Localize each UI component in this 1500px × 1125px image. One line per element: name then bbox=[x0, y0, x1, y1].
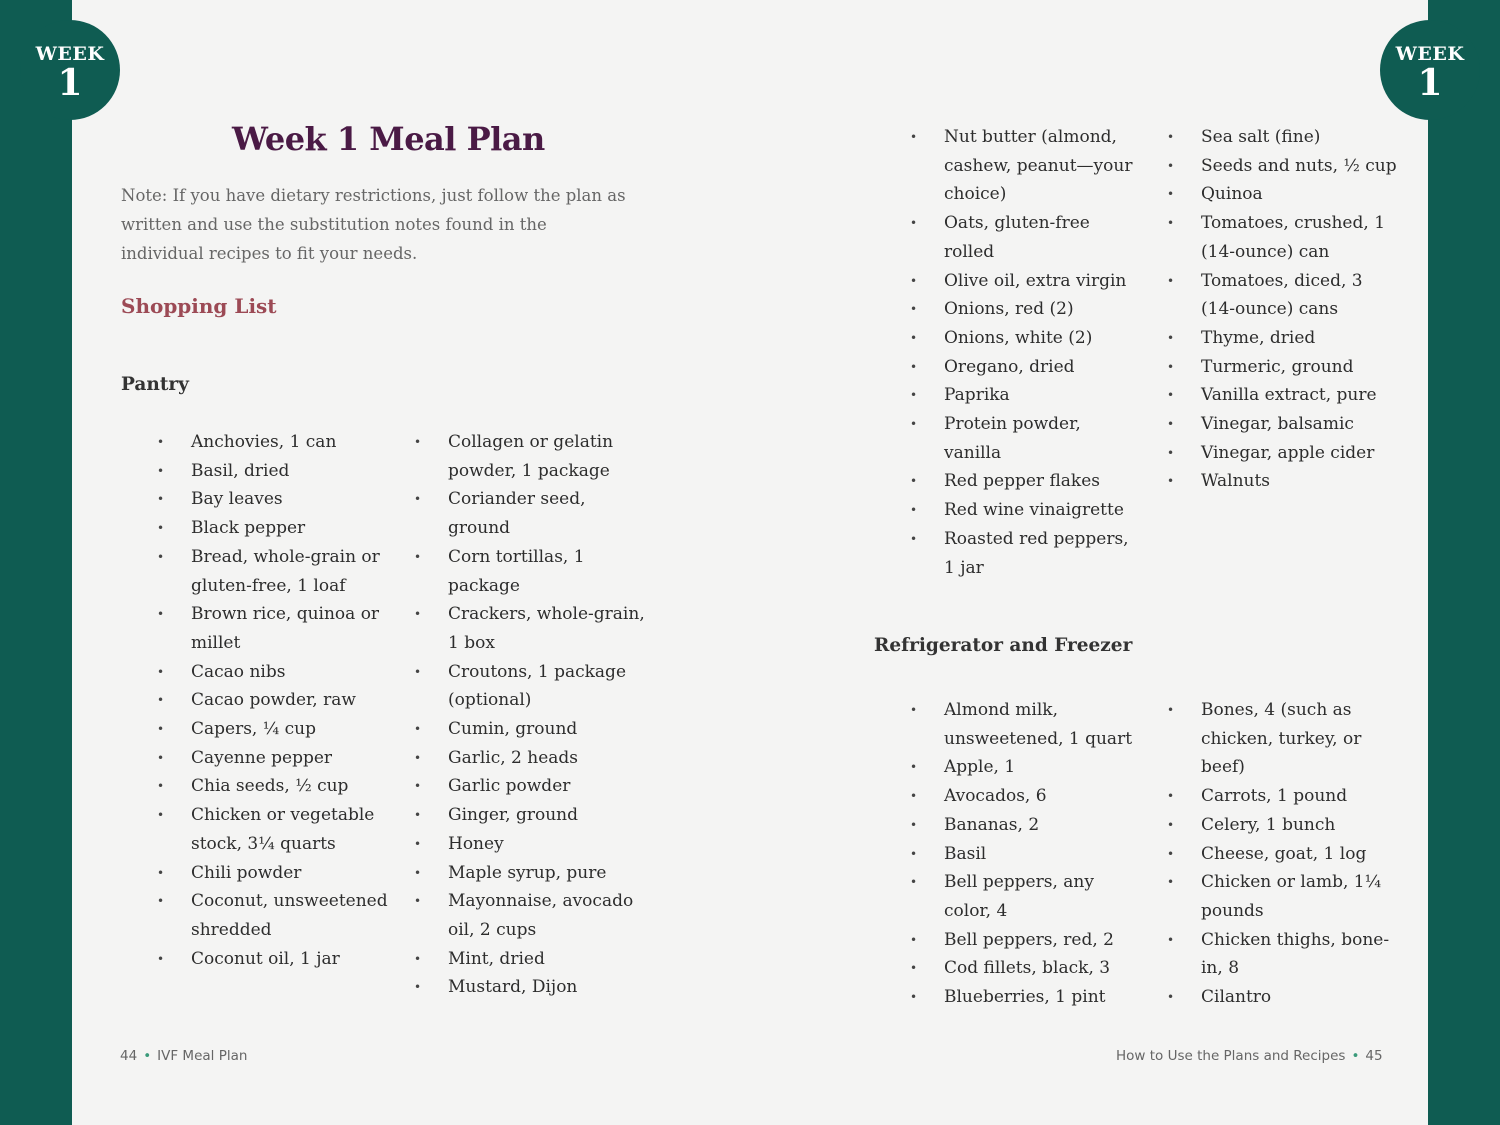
list-item: • Black pepper bbox=[157, 514, 389, 543]
list-item: • Capers, ¼ cup bbox=[157, 715, 389, 744]
list-item: • Oregano, dried bbox=[910, 353, 1142, 382]
list-item: • Honey bbox=[414, 830, 646, 859]
list-item: • Vanilla extract, pure bbox=[1167, 381, 1399, 410]
list-item: • Carrots, 1 pound bbox=[1167, 782, 1399, 811]
list-item: • Cod fillets, black, 3 bbox=[910, 954, 1142, 983]
list-item: • Blueberries, 1 pint bbox=[910, 983, 1142, 1012]
list-item: • Chicken or vegetable stock, 3¼ quarts bbox=[157, 801, 389, 858]
pantry-list-col3 bbox=[910, 123, 1142, 582]
list-item: • Avocados, 6 bbox=[910, 782, 1142, 811]
list-item: • Tomatoes, diced, 3 (14-ounce) cans bbox=[1167, 267, 1399, 324]
list-item: • Basil, dried bbox=[157, 457, 389, 486]
shopping-list-heading: Shopping List bbox=[121, 294, 277, 318]
footer-right bbox=[1116, 1048, 1383, 1064]
week-tab-label: WEEK bbox=[1395, 43, 1465, 65]
list-item: • Vinegar, apple cider bbox=[1167, 439, 1399, 468]
list-item: • Garlic, 2 heads bbox=[414, 744, 646, 773]
list-item: • Coconut, unsweetened shredded bbox=[157, 887, 389, 944]
list-item: • Chicken or lamb, 1¼ pounds bbox=[1167, 868, 1399, 925]
list-item: • Olive oil, extra virgin bbox=[910, 267, 1142, 296]
list-item: • Anchovies, 1 can bbox=[157, 428, 389, 457]
list-item: • Quinoa bbox=[1167, 180, 1399, 209]
list-item: • Red wine vinaigrette bbox=[910, 496, 1142, 525]
list-item: • Coriander seed, ground bbox=[414, 485, 646, 542]
footer-dot: • bbox=[143, 1048, 152, 1064]
list-item: • Basil bbox=[910, 840, 1142, 869]
list-item: • Crackers, whole-grain, 1 box bbox=[414, 600, 646, 657]
pantry-heading: Pantry bbox=[121, 374, 189, 395]
pantry-list-col2 bbox=[414, 428, 646, 1002]
list-item: • Paprika bbox=[910, 381, 1142, 410]
list-item: • Tomatoes, crushed, 1 (14-ounce) can bbox=[1167, 209, 1399, 266]
page-title: Week 1 Meal Plan bbox=[232, 120, 545, 158]
fridge-heading: Refrigerator and Freezer bbox=[874, 635, 1133, 656]
fridge-list-col2 bbox=[1167, 696, 1399, 1012]
footer-dot: • bbox=[1351, 1048, 1360, 1064]
list-item: • Bananas, 2 bbox=[910, 811, 1142, 840]
footer-left bbox=[120, 1048, 247, 1064]
list-item: • Corn tortillas, 1 package bbox=[414, 543, 646, 600]
list-item: • Thyme, dried bbox=[1167, 324, 1399, 353]
list-item: • Ginger, ground bbox=[414, 801, 646, 830]
list-item: • Bones, 4 (such as chicken, turkey, or beef) bbox=[1167, 696, 1399, 782]
week-tab-number: 1 bbox=[57, 62, 83, 104]
list-item: • Celery, 1 bunch bbox=[1167, 811, 1399, 840]
list-item: • Cacao powder, raw bbox=[157, 686, 389, 715]
week-tab-left bbox=[20, 20, 120, 120]
list-item: • Chia seeds, ½ cup bbox=[157, 772, 389, 801]
list-item: • Bay leaves bbox=[157, 485, 389, 514]
list-item: • Cacao nibs bbox=[157, 658, 389, 687]
list-item: • Turmeric, ground bbox=[1167, 353, 1399, 382]
week-tab-label: WEEK bbox=[35, 43, 105, 65]
list-item: • Walnuts bbox=[1167, 467, 1399, 496]
list-item: • Roasted red peppers, 1 jar bbox=[910, 525, 1142, 582]
fridge-list-col1 bbox=[910, 696, 1142, 1012]
list-item: • Bread, whole-grain or gluten-free, 1 loaf bbox=[157, 543, 389, 600]
list-item: • Mayonnaise, avocado oil, 2 cups bbox=[414, 887, 646, 944]
list-item: • Mint, dried bbox=[414, 945, 646, 974]
list-item: • Chicken thighs, bone-in, 8 bbox=[1167, 926, 1399, 983]
week-tab-right bbox=[1380, 20, 1480, 120]
pantry-list-col1 bbox=[157, 428, 389, 973]
list-item: • Brown rice, quinoa or millet bbox=[157, 600, 389, 657]
list-item: • Red pepper flakes bbox=[910, 467, 1142, 496]
list-item: • Cilantro bbox=[1167, 983, 1399, 1012]
list-item: • Protein powder, vanilla bbox=[910, 410, 1142, 467]
page-number-left: 44 bbox=[120, 1048, 138, 1064]
list-item: • Vinegar, balsamic bbox=[1167, 410, 1399, 439]
list-item: • Mustard, Dijon bbox=[414, 973, 646, 1002]
list-item: • Croutons, 1 package (optional) bbox=[414, 658, 646, 715]
list-item: • Cumin, ground bbox=[414, 715, 646, 744]
list-item: • Almond milk, unsweetened, 1 quart bbox=[910, 696, 1142, 753]
list-item: • Nut butter (almond, cashew, peanut—your choice) bbox=[910, 123, 1142, 209]
week-tab-number: 1 bbox=[1417, 62, 1443, 104]
list-item: • Cheese, goat, 1 log bbox=[1167, 840, 1399, 869]
dietary-note: Note: If you have dietary restrictions, just follow the plan as written and use the substitution notes found in the individual recipes to fit your needs. bbox=[121, 186, 626, 263]
list-item: • Oats, gluten-free rolled bbox=[910, 209, 1142, 266]
list-item: • Seeds and nuts, ½ cup bbox=[1167, 152, 1399, 181]
list-item: • Maple syrup, pure bbox=[414, 859, 646, 888]
list-item: • Sea salt (fine) bbox=[1167, 123, 1399, 152]
right-page-edge bbox=[1428, 0, 1500, 1125]
footer-left-title: IVF Meal Plan bbox=[157, 1048, 248, 1064]
list-item: • Onions, white (2) bbox=[910, 324, 1142, 353]
page-number-right: 45 bbox=[1365, 1048, 1383, 1064]
list-item: • Garlic powder bbox=[414, 772, 646, 801]
list-item: • Chili powder bbox=[157, 859, 389, 888]
footer-right-title: How to Use the Plans and Recipes bbox=[1116, 1048, 1346, 1064]
pantry-list-col4 bbox=[1167, 123, 1399, 496]
list-item: • Collagen or gelatin powder, 1 package bbox=[414, 428, 646, 485]
left-page-edge bbox=[0, 0, 72, 1125]
list-item: • Onions, red (2) bbox=[910, 295, 1142, 324]
list-item: • Apple, 1 bbox=[910, 753, 1142, 782]
list-item: • Coconut oil, 1 jar bbox=[157, 945, 389, 974]
list-item: • Bell peppers, any color, 4 bbox=[910, 868, 1142, 925]
list-item: • Bell peppers, red, 2 bbox=[910, 926, 1142, 955]
list-item: • Cayenne pepper bbox=[157, 744, 389, 773]
